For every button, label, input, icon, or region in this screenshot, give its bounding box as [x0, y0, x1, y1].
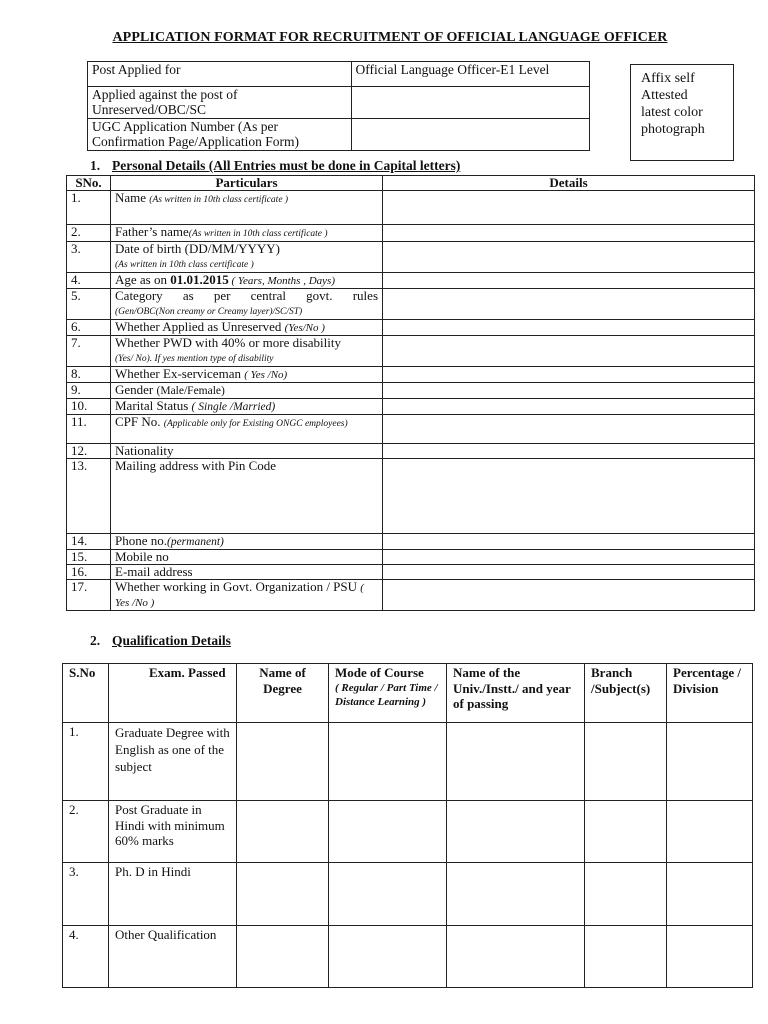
- table-header-row: [63, 664, 753, 723]
- particular-note: ( Years, Months , Days): [228, 275, 335, 287]
- row-sno: 5.: [67, 289, 111, 320]
- post-info-table: [87, 61, 590, 151]
- table-row: [67, 415, 755, 444]
- header-mode-label: Mode of Course: [335, 665, 424, 680]
- header-degree: Name of Degree: [237, 664, 329, 723]
- row-degree-field[interactable]: [237, 863, 329, 926]
- header-sno: S.No: [63, 664, 109, 723]
- table-row: [67, 367, 755, 383]
- section-title: Qualification Details: [112, 633, 231, 648]
- particular-note: (Yes/ No). If yes mention type of disability: [115, 354, 274, 364]
- photo-box[interactable]: [630, 64, 734, 161]
- particular-text: Whether working in Govt. Organization / PSU: [115, 579, 361, 594]
- row-sno: 8.: [67, 367, 111, 383]
- section-number: 1.: [90, 158, 101, 173]
- row-details-field[interactable]: [383, 399, 755, 415]
- row-sno: 1.: [63, 723, 109, 801]
- particular-note: (Applicable only for Existing ONGC employees): [163, 419, 348, 429]
- header-percentage: Percentage / Division: [667, 664, 753, 723]
- particular-note: ( Yes /No): [244, 369, 288, 381]
- table-row: [63, 926, 753, 988]
- row-sno: 1.: [67, 191, 111, 225]
- row-particular: E-mail address: [111, 565, 383, 580]
- row-sno: 12.: [67, 444, 111, 459]
- post-value[interactable]: [351, 119, 589, 151]
- row-details-field[interactable]: [383, 225, 755, 242]
- table-row: [63, 801, 753, 863]
- row-particular: [111, 580, 383, 611]
- post-label: UGC Application Number (As per Confirmation Page/Application Form): [88, 119, 352, 151]
- row-particular: [111, 320, 383, 336]
- row-sno: 4.: [63, 926, 109, 988]
- post-row: [88, 87, 590, 119]
- section-number: 2.: [90, 633, 101, 648]
- row-particular: Nationality: [111, 444, 383, 459]
- row-sno: 7.: [67, 336, 111, 367]
- row-particular: Mobile no: [111, 550, 383, 565]
- header-details: Details: [383, 176, 755, 191]
- table-row: [67, 191, 755, 225]
- header-sno: SNo.: [67, 176, 111, 191]
- row-percentage-field[interactable]: [667, 801, 753, 863]
- row-details-field[interactable]: [383, 191, 755, 225]
- particular-text: Name: [115, 190, 150, 205]
- row-degree-field[interactable]: [237, 926, 329, 988]
- header-mode: [329, 664, 447, 723]
- particular-text: Whether Ex-serviceman: [115, 366, 245, 381]
- page-title: APPLICATION FORMAT FOR RECRUITMENT OF OFFICIAL LANGUAGE OFFICER: [112, 30, 668, 45]
- particular-date: 01.01.2015: [170, 272, 229, 287]
- row-sno: 9.: [67, 383, 111, 399]
- particular-note: (As written in 10th class certificate ): [115, 260, 254, 270]
- particular-text: Category as per central govt. rules: [115, 288, 378, 303]
- row-mode-field[interactable]: [329, 926, 447, 988]
- row-particular: [111, 191, 383, 225]
- table-row: [67, 225, 755, 242]
- section-title: Personal Details (All Entries must be done in Capital letters): [112, 158, 461, 173]
- table-row: [67, 320, 755, 336]
- particular-text: Whether PWD with 40% or more disability: [115, 335, 342, 350]
- photo-box-line: Affix self: [641, 71, 695, 86]
- row-particular: [111, 367, 383, 383]
- table-row: [67, 550, 755, 565]
- row-particular: Mailing address with Pin Code: [111, 459, 383, 534]
- particular-note: (As written in 10th class certificate ): [149, 195, 289, 205]
- section-qualification-heading: [90, 633, 231, 649]
- particular-text: Father’s name: [115, 224, 189, 239]
- row-sno: 14.: [67, 534, 111, 550]
- row-percentage-field[interactable]: [667, 863, 753, 926]
- qualification-table: [62, 663, 753, 988]
- post-label: Applied against the post of Unreserved/OBC/SC: [88, 87, 352, 119]
- row-degree-field[interactable]: [237, 801, 329, 863]
- row-details-field[interactable]: [383, 415, 755, 444]
- table-row: [67, 242, 755, 273]
- row-details-field[interactable]: [383, 580, 755, 611]
- row-particular: [111, 273, 383, 289]
- row-mode-field[interactable]: [329, 723, 447, 801]
- row-univ-field[interactable]: [447, 723, 585, 801]
- particular-text: Age as on: [115, 272, 171, 287]
- row-branch-field[interactable]: [585, 723, 667, 801]
- table-row: [67, 534, 755, 550]
- particular-note: (As written in 10th class certificate ): [188, 229, 328, 239]
- row-univ-field[interactable]: [447, 863, 585, 926]
- row-sno: 3.: [67, 242, 111, 273]
- row-univ-field[interactable]: [447, 801, 585, 863]
- table-row: [67, 289, 755, 320]
- row-details-field[interactable]: [383, 550, 755, 565]
- particular-text: Whether Applied as Unreserved: [115, 319, 285, 334]
- row-particular: [111, 415, 383, 444]
- row-details-field[interactable]: [383, 444, 755, 459]
- row-sno: 3.: [63, 863, 109, 926]
- particular-note: (permanent): [167, 536, 224, 548]
- row-degree-field[interactable]: [237, 723, 329, 801]
- row-sno: 2.: [67, 225, 111, 242]
- row-exam: Post Graduate in Hindi with minimum 60% marks: [109, 801, 237, 863]
- row-exam: Graduate Degree with English as one of the subject: [109, 723, 237, 801]
- particular-note: (Yes/No ): [284, 322, 325, 334]
- table-row: [67, 383, 755, 399]
- row-details-field[interactable]: [383, 289, 755, 320]
- row-particular: [111, 242, 383, 273]
- particular-note: (Male/Female): [156, 385, 225, 397]
- row-mode-field[interactable]: [329, 801, 447, 863]
- row-sno: 11.: [67, 415, 111, 444]
- row-particular: [111, 399, 383, 415]
- table-row: [63, 863, 753, 926]
- row-branch-field[interactable]: [585, 801, 667, 863]
- header-particulars: Particulars: [111, 176, 383, 191]
- particular-text: Phone no.: [115, 533, 167, 548]
- row-sno: 4.: [67, 273, 111, 289]
- row-sno: 16.: [67, 565, 111, 580]
- row-details-field[interactable]: [383, 383, 755, 399]
- particular-note: (Gen/OBC(Non creamy or Creamy layer)/SC/ST): [115, 307, 303, 317]
- post-label: Post Applied for: [88, 62, 352, 87]
- row-univ-field[interactable]: [447, 926, 585, 988]
- row-particular: [111, 336, 383, 367]
- header-exam: Exam. Passed: [109, 664, 237, 723]
- row-exam: Other Qualification: [109, 926, 237, 988]
- row-particular: [111, 383, 383, 399]
- table-row: [67, 273, 755, 289]
- row-sno: 17.: [67, 580, 111, 611]
- row-sno: 15.: [67, 550, 111, 565]
- table-header-row: [67, 176, 755, 191]
- photo-box-line: latest color: [641, 105, 703, 120]
- row-details-field[interactable]: [383, 534, 755, 550]
- row-sno: 2.: [63, 801, 109, 863]
- row-sno: 10.: [67, 399, 111, 415]
- particular-text: Marital Status: [115, 398, 192, 413]
- table-row: [67, 580, 755, 611]
- row-particular: [111, 225, 383, 242]
- row-sno: 6.: [67, 320, 111, 336]
- particular-note: ( Yes /No ): [115, 582, 364, 609]
- row-branch-field[interactable]: [585, 863, 667, 926]
- row-details-field[interactable]: [383, 459, 755, 534]
- row-details-field[interactable]: [383, 336, 755, 367]
- post-value[interactable]: [351, 87, 589, 119]
- section-personal-heading: [90, 158, 460, 174]
- header-branch: Branch /Subject(s): [585, 664, 667, 723]
- table-row: [67, 565, 755, 580]
- row-details-field[interactable]: [383, 242, 755, 273]
- header-univ: Name of the Univ./Instt./ and year of passing: [447, 664, 585, 723]
- row-percentage-field[interactable]: [667, 723, 753, 801]
- row-details-field[interactable]: [383, 367, 755, 383]
- post-row: [88, 62, 590, 87]
- table-row: [67, 459, 755, 534]
- row-exam: Ph. D in Hindi: [109, 863, 237, 926]
- row-mode-field[interactable]: [329, 863, 447, 926]
- row-details-field[interactable]: [383, 273, 755, 289]
- row-percentage-field[interactable]: [667, 926, 753, 988]
- row-sno: 13.: [67, 459, 111, 534]
- particular-note: ( Single /Married): [191, 401, 276, 413]
- table-row: [67, 336, 755, 367]
- table-row: [67, 399, 755, 415]
- particular-text: Date of birth (DD/MM/YYYY): [115, 241, 281, 256]
- row-particular: [111, 534, 383, 550]
- photo-box-line: photograph: [641, 122, 705, 137]
- row-particular: [111, 289, 383, 320]
- row-branch-field[interactable]: [585, 926, 667, 988]
- post-value[interactable]: Official Language Officer-E1 Level: [351, 62, 589, 87]
- table-row: [63, 723, 753, 801]
- row-details-field[interactable]: [383, 320, 755, 336]
- photo-box-line: Attested: [641, 88, 688, 103]
- table-row: [67, 444, 755, 459]
- particular-text: CPF No.: [115, 414, 164, 429]
- personal-details-table: [66, 175, 755, 611]
- particular-text: Gender: [115, 382, 157, 397]
- header-mode-note: ( Regular / Part Time / Distance Learning ): [335, 681, 438, 708]
- post-row: [88, 119, 590, 151]
- row-details-field[interactable]: [383, 565, 755, 580]
